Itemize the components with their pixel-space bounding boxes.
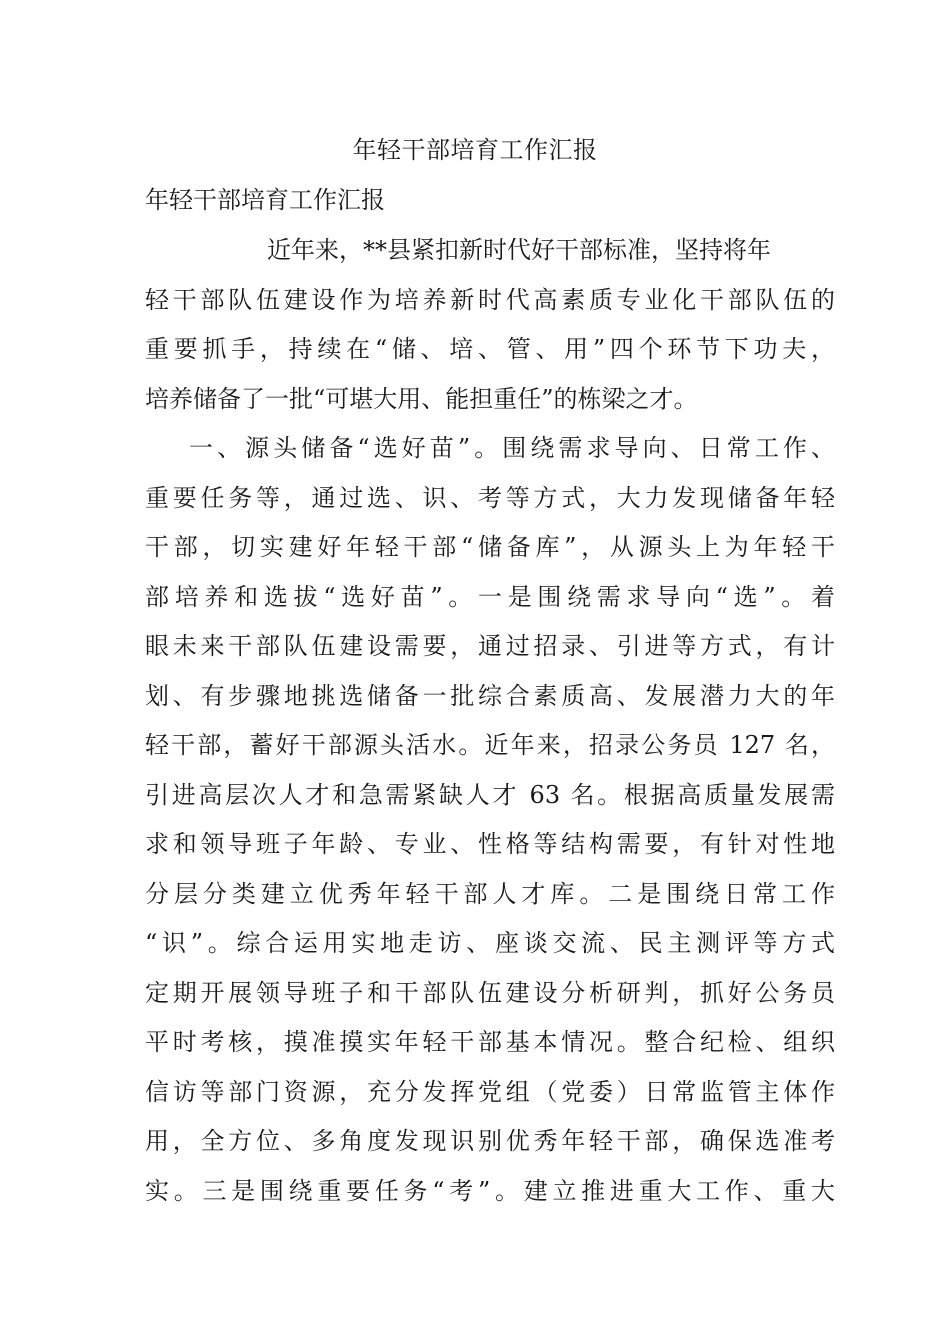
document-title: 年轻干部培育工作汇报 <box>352 136 598 164</box>
paragraph-section-one <box>145 424 835 1216</box>
paragraph-intro <box>145 226 835 424</box>
paragraph-line: “识”。综合运用实地走访、座谈交流、民主测评等方式 <box>145 929 835 957</box>
document-subtitle: 年轻干部培育工作汇报 <box>145 186 385 214</box>
paragraph-line: 平时考核，摸准摸实年轻干部基本情况。整合纪检、组织 <box>145 1028 835 1056</box>
paragraph-line: 培养储备了一批“可堪大用、能担重任”的栋梁之才。 <box>145 384 698 413</box>
paragraph-line: 实。三是围绕重要任务“考”。建立推进重大工作、重大 <box>145 1176 835 1205</box>
paragraph-line: 划、有步骤地挑选储备一批综合素质高、发展潜力大的年 <box>145 681 835 710</box>
paragraph-line: 轻干部，蓄好干部源头活水。近年来，招录公务员 127 名， <box>145 731 835 759</box>
paragraph-line: 定期开展领导班子和干部队伍建设分析研判，抓好公务员 <box>145 978 835 1007</box>
paragraph-line: 一、源头储备“选好苗”。围绕需求导向、日常工作、 <box>189 434 835 462</box>
paragraph-line: 干部，切实建好年轻干部“储备库”，从源头上为年轻干 <box>145 533 835 561</box>
paragraph-line: 用，全方位、多角度发现识别优秀年轻干部，确保选准考 <box>145 1127 835 1155</box>
paragraph-line: 引进高层次人才和急需紧缺人才 63 名。根据高质量发展需 <box>145 780 835 809</box>
paragraph-line: 重要任务等，通过选、识、考等方式，大力发现储备年轻 <box>145 483 835 512</box>
paragraph-line: 分层分类建立优秀年轻干部人才库。二是围绕日常工作 <box>145 879 835 908</box>
paragraph-line: 重要抓手，持续在“储、培、管、用”四个环节下功夫， <box>145 335 835 363</box>
paragraph-line: 求和领导班子年龄、专业、性格等结构需要，有针对性地 <box>145 830 835 858</box>
paragraph-line: 信访等部门资源，充分发挥党组（党委）日常监管主体作 <box>145 1077 835 1106</box>
paragraph-line: 轻干部队伍建设作为培养新时代高素质专业化干部队伍的 <box>145 285 835 314</box>
paragraph-line: 部培养和选拔“选好苗”。一是围绕需求导向“选”。着 <box>145 582 835 611</box>
paragraph-line: 眼未来干部队伍建设需要，通过招录、引进等方式，有计 <box>145 632 835 660</box>
paragraph-line: 近年来，**县紧扣新时代好干部标准，坚持将年 <box>267 236 771 264</box>
